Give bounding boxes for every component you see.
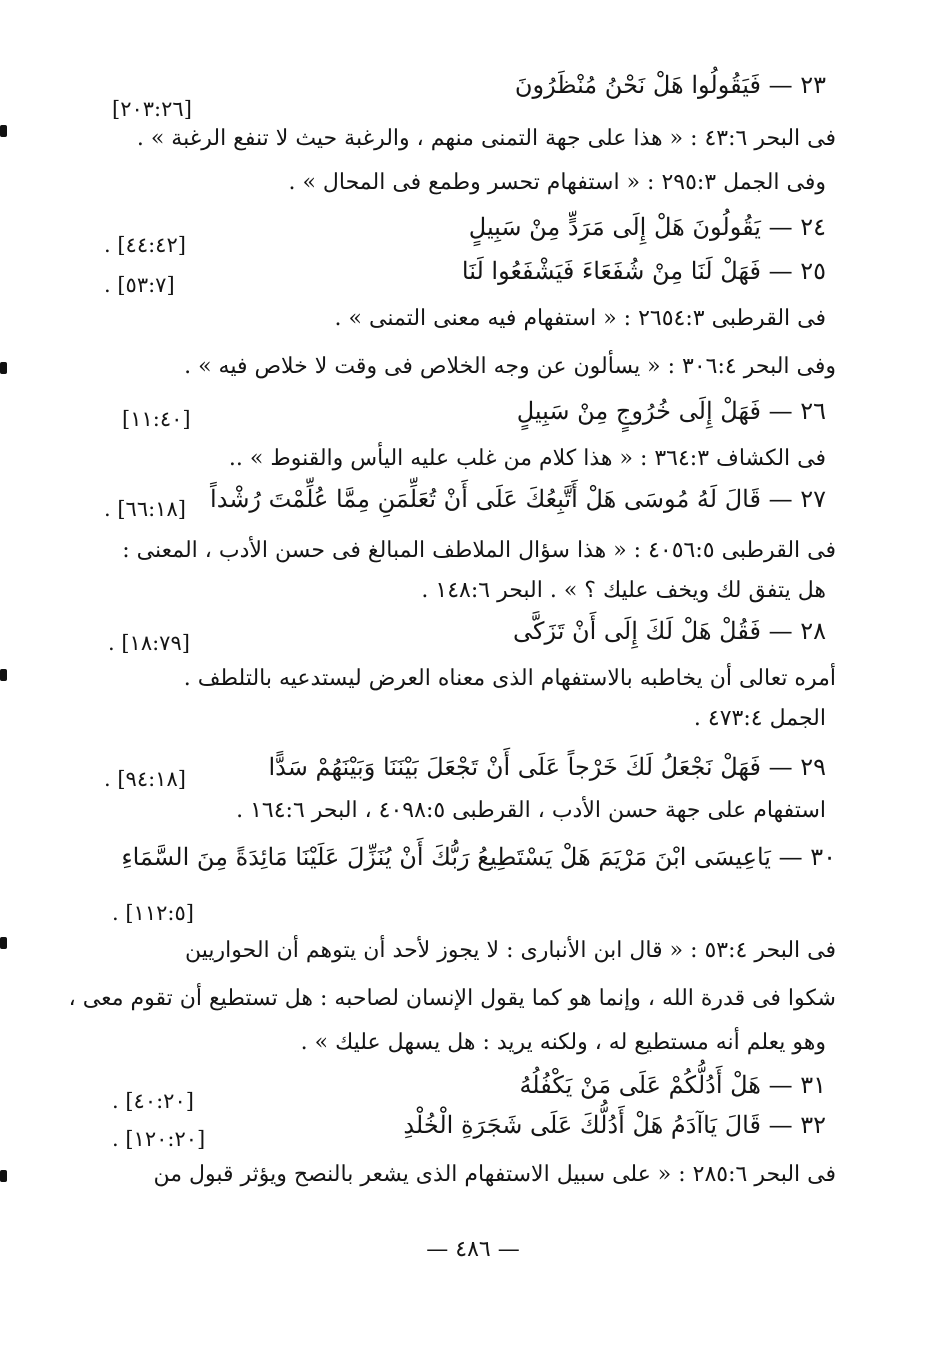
commentary-line: أمره تعالى أن يخاطبه بالاستفهام الذى معناه العرض ليستدعيه بالتلطف . — [183, 666, 836, 691]
verse-reference: . [١٨:٧٩] — [108, 631, 190, 655]
verse-reference: . [٥٣:٧] — [104, 273, 175, 297]
verse-30: ٣٠ — يَاعِيسَى ابْنَ مَرْيَمَ هَلْ يَسْتَطِيعُ رَبُّكَ أَنْ يُنَزِّلَ عَلَيْنَا مَائِدَةً مِنَ السَّمَاءِ — [121, 843, 836, 871]
scan-mark — [0, 1170, 7, 1182]
verse-27: ٢٧ — قَالَ لَهُ مُوسَى هَلْ أَتَّبِعُكَ عَلَى أَنْ تُعَلِّمَنِ مِمَّا عُلِّمْتَ رُشْداً — [210, 485, 826, 513]
verse-23: ٢٣ — فَيَقُولُوا هَلْ نَحْنُ مُنْظَرُونَ — [514, 71, 826, 99]
page-number: — ٤٨٦ — — [426, 1237, 520, 1262]
commentary-line: شكوا فى قدرة الله ، وإنما هو كما يقول الإنسان لصاحبه : هل تستطيع أن تقوم معى ، — [68, 986, 836, 1011]
verse-28: ٢٨ — فَقُلْ هَلْ لَكَ إِلَى أَنْ تَزَكَّى — [513, 617, 826, 645]
verse-reference: . [٦٦:١٨] — [104, 497, 186, 521]
verse-25: ٢٥ — فَهَلْ لَنَا مِنْ شُفَعَاءَ فَيَشْفَعُوا لَنَا — [461, 257, 826, 285]
verse-26: ٢٦ — فَهَلْ إِلَى خُرُوجٍ مِنْ سَبِيلٍ — [516, 397, 826, 425]
verse-reference: . [٤٠:٢٠] — [112, 1089, 194, 1113]
verse-reference: [١١:٤٠] — [122, 407, 191, 431]
scan-mark — [0, 125, 7, 137]
commentary-line: فى البحر ٥٣:٤ : « قال ابن الأنبارى : لا يجوز لأحد أن يتوهم أن الحواريين — [185, 938, 836, 963]
verse-reference: . [٩٤:١٨] — [104, 767, 186, 791]
commentary-line: استفهام على جهة حسن الأدب ، القرطبى ٤٠٩٨:٥ ، البحر ١٦٤:٦ . — [236, 798, 826, 823]
commentary-line: فى القرطبى ٤٠٥٦:٥ : « هذا سؤال الملاطف المبالغ فى حسن الأدب ، المعنى : — [122, 538, 836, 563]
commentary-line: وهو يعلم أنه مستطيع له ، ولكنه يريد : هل يسهل عليك » . — [300, 1030, 826, 1055]
scan-mark — [0, 937, 7, 949]
verse-reference: . [١٢٠:٢٠] — [112, 1127, 206, 1151]
commentary-line: فى البحر ٢٨٥:٦ : « على سبيل الاستفهام الذى يشعر بالنصح ويؤثر قبول من — [153, 1162, 836, 1187]
commentary-line: هل يتفق لك ويخف عليك ؟ » . البحر ١٤٨:٦ . — [421, 578, 826, 603]
commentary-line: الجمل ٤٧٣:٤ . — [693, 706, 826, 731]
commentary-line: وفى البحر ٣٠٦:٤ : « يسألون عن وجه الخلاص فى وقت لا خلاص فيه » . — [184, 354, 836, 379]
verse-reference: . [٤٤:٤٢] — [104, 233, 186, 257]
verse-29: ٢٩ — فَهَلْ نَجْعَلُ لَكَ خَرْجاً عَلَى أَنْ تَجْعَلَ بَيْنَنَا وَبَيْنَهُمْ سَدًّا — [268, 753, 826, 781]
verse-32: ٣٢ — قَالَ يَاآدَمُ هَلْ أَدُلُّكَ عَلَى شَجَرَةِ الْخُلْدِ — [403, 1111, 826, 1139]
scan-mark — [0, 669, 7, 681]
commentary-line: فى الكشاف ٣٦٤:٣ : « هذا كلام من غلب عليه اليأس والقنوط » .. — [228, 446, 826, 471]
verse-reference: [٢٠٣:٢٦] — [112, 97, 192, 121]
scan-mark — [0, 362, 7, 374]
commentary-line: وفى الجمل ٢٩٥:٣ : « استفهام تحسر وطمع فى المحال » . — [288, 170, 826, 195]
verse-reference: . [١١٢:٥] — [112, 901, 194, 925]
commentary-line: فى البحر ٤٣:٦ : « هذا على جهة التمنى منهم ، والرغبة حيث لا تنفع الرغبة » . — [136, 126, 836, 151]
verse-31: ٣١ — هَلْ أَدُلُّكُمْ عَلَى مَنْ يَكْفُلُهُ — [519, 1071, 826, 1099]
verse-24: ٢٤ — يَقُولُونَ هَلْ إِلَى مَرَدٍّ مِنْ سَبِيلٍ — [468, 213, 826, 241]
commentary-line: فى القرطبى ٢٦٥٤:٣ : « استفهام فيه معنى التمنى » . — [334, 306, 826, 331]
